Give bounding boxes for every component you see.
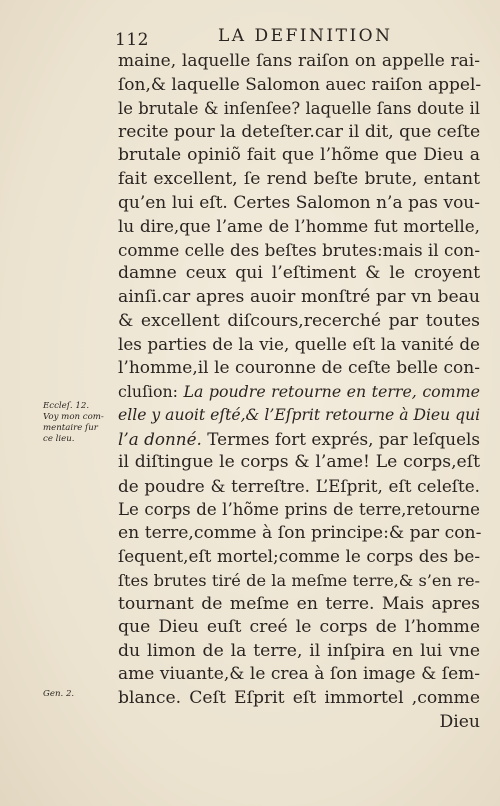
- text-line: [118, 262, 480, 286]
- margin-note-line: mentaire ſur: [43, 423, 98, 433]
- page-number: 112: [115, 30, 149, 50]
- margin-note-line: Gen. 2.: [43, 689, 75, 699]
- text-line: [118, 428, 480, 452]
- roman-text: ſon,& laquelle Salomon auec raiſon appel-: [118, 74, 482, 95]
- text-line: [118, 50, 480, 74]
- text-line: [118, 616, 480, 640]
- text-line: [118, 333, 480, 357]
- text-line: [118, 215, 480, 239]
- text-line: [118, 380, 480, 404]
- text-line: [118, 687, 480, 711]
- roman-text: en terre,comme à ſon principe:& par con-: [118, 522, 482, 543]
- margin-note-ecclesiastes: [43, 401, 115, 445]
- text-line: [118, 192, 480, 216]
- text-line: [118, 74, 480, 98]
- text-line: [118, 522, 480, 546]
- roman-text: damne ceux qui l’eſtiment & le croyent: [118, 263, 480, 284]
- text-line: [118, 357, 480, 381]
- text-line: [118, 121, 480, 145]
- italic-quotation: l’a donné.: [118, 428, 202, 449]
- text-line: [118, 404, 480, 428]
- roman-text: maine, laquelle ſans raiſon on appelle rai-: [118, 51, 480, 71]
- text-line: [118, 569, 480, 593]
- body-text: [118, 50, 480, 734]
- roman-text: ainſi.car apres auoir monſtré par vn beau: [118, 286, 480, 307]
- roman-text: de poudre & terreſtre. L’Eſprit, eſt celeſte.: [118, 475, 480, 496]
- running-title: LA DEFINITION: [218, 26, 393, 46]
- text-line: [118, 475, 480, 499]
- roman-text: ame viuante,& le crea à ſon image & ſem-: [118, 664, 480, 685]
- roman-text: & excellent diſcours,recerché par toutes: [118, 310, 480, 331]
- roman-text: Termes fort exprés, par leſquels: [201, 428, 480, 449]
- roman-text: ſequent,eſt mortel;comme le corps des be-: [118, 546, 480, 567]
- roman-text: recite pour la deteſter.car il dit, que ceſte: [118, 121, 481, 142]
- roman-text: lu dire,que l’ame de l’homme fut mortelle,: [118, 216, 480, 237]
- text-line: [118, 663, 480, 687]
- text-line: [118, 286, 480, 310]
- roman-text: cluſion:: [118, 382, 184, 402]
- catchword: Dieu: [439, 711, 480, 732]
- margin-note-genesis: [43, 689, 115, 700]
- roman-text: brutale opiniõ fait que l’hõme que Dieu a: [118, 145, 480, 166]
- roman-text: comme celle des beſtes brutes:mais il con-: [118, 239, 480, 260]
- text-line: [118, 310, 480, 334]
- margin-note-line: Eccleſ. 12.: [43, 401, 90, 411]
- margin-note-line: Voy mon com-: [43, 412, 104, 422]
- roman-text: tournant de meſme en terre. Mais apres: [118, 593, 480, 614]
- text-line: [118, 239, 480, 263]
- text-line: [118, 640, 480, 664]
- italic-quotation: La poudre retourne en terre, comme: [183, 382, 480, 402]
- roman-text: le brutale & inſenſee? laquelle ſans doute il: [118, 99, 480, 119]
- roman-text: fait excellent, ſe rend beſte brute, entant: [118, 168, 480, 189]
- roman-text: Le corps de l’hõme prins de terre,retourne: [118, 500, 480, 520]
- roman-text: l’homme,il le couronne de ceſte belle con-: [118, 357, 480, 378]
- text-line: [118, 168, 480, 192]
- roman-text: que Dieu euſt creé le corps de l’homme: [118, 617, 480, 638]
- roman-text: il diſtingue le corps & l’ame! Le corps,eſt: [118, 452, 480, 473]
- margin-note-line: ce lieu.: [43, 434, 75, 444]
- text-line: [118, 451, 480, 475]
- roman-text: les parties de la vie, quelle eſt la vanité de: [118, 334, 480, 355]
- italic-quotation: elle y auoit eſté,& l’Eſprit retourne à Dieu qui: [118, 405, 481, 424]
- roman-text: ſtes brutes tiré de la meſme terre,& s’en re-: [118, 571, 480, 591]
- roman-text: blance. Ceſt Eſprit eſt immortel ,comme: [118, 688, 480, 709]
- text-line: [118, 498, 480, 522]
- text-line: [118, 593, 480, 617]
- text-line: [118, 97, 480, 121]
- text-line: [118, 144, 480, 168]
- roman-text: du limon de la terre, il inſpira en lui vne: [118, 640, 480, 661]
- roman-text: qu’en lui eſt. Certes Salomon n’a pas vou-: [118, 192, 480, 213]
- text-line: [118, 545, 480, 569]
